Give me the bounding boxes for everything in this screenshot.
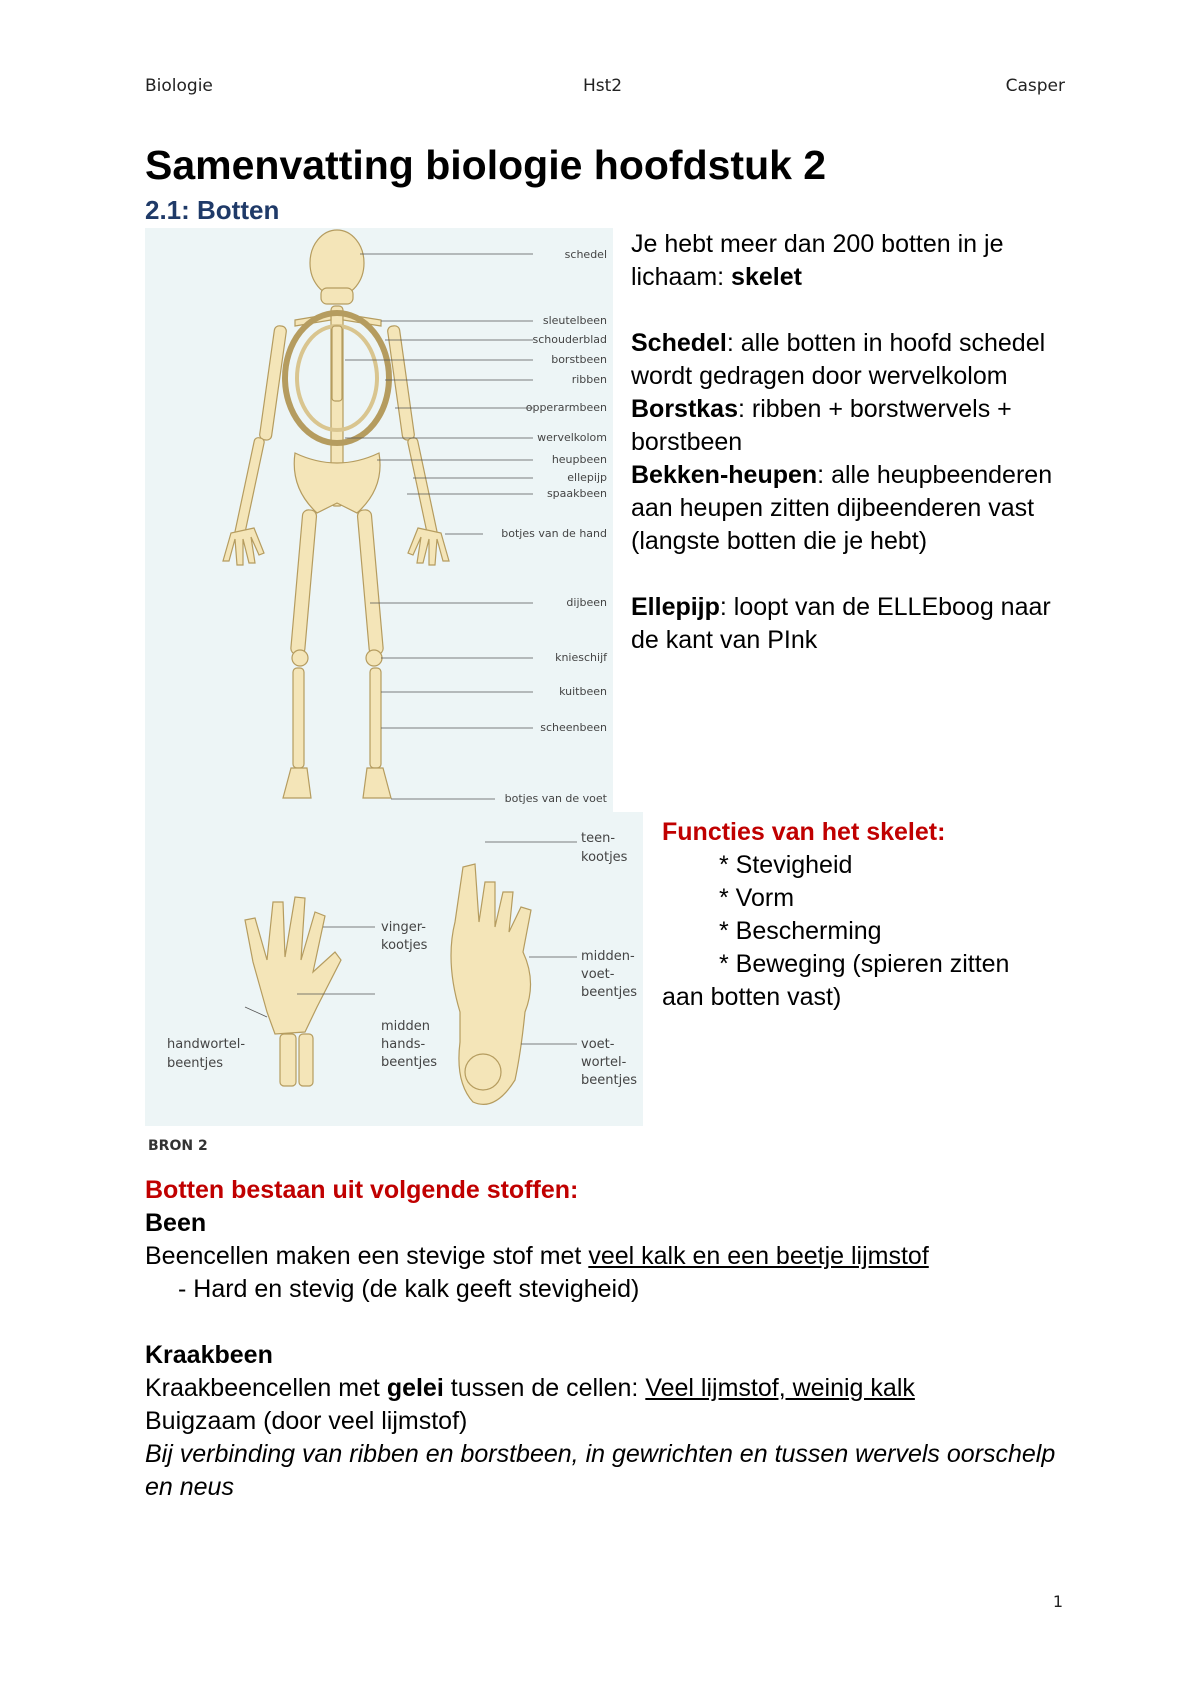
function-item: * Vorm <box>719 884 795 912</box>
source-caption: BRON 2 <box>148 1138 208 1154</box>
ellepijp-paragraph: Ellepijp: loopt van de ELLEboog naar de kant van PInk <box>631 593 1051 654</box>
label-scheenbeen: scheenbeen <box>540 721 607 734</box>
skeleton-drawing <box>145 228 613 812</box>
label-beentjes-voet: beentjes <box>581 985 637 1000</box>
label-midden-voet: midden- <box>581 949 635 964</box>
materials-heading: Botten bestaan uit volgende stoffen: <box>145 1176 579 1204</box>
functions-block <box>662 816 1082 1014</box>
been-text: Beencellen maken een stevige stof met veel kalk en een beetje lijmstof <box>145 1242 929 1270</box>
term-schedel: Schedel <box>631 329 727 357</box>
page-title: Samenvatting biologie hoofdstuk 2 <box>145 142 827 188</box>
label-kuitbeen: kuitbeen <box>559 685 607 698</box>
label-schedel: schedel <box>564 248 607 261</box>
label-beentjes-hand: beentjes <box>381 1055 437 1070</box>
term-gelei: gelei <box>386 1374 444 1402</box>
label-schouderblad: schouderblad <box>532 333 607 346</box>
label-wervelkolom: wervelkolom <box>537 431 607 444</box>
term-borstkas: Borstkas <box>631 395 738 423</box>
label-handwortel-beentjes: beentjes <box>167 1056 223 1071</box>
label-handwortel: handwortel- <box>167 1037 246 1052</box>
label-voetwortel-wortel: wortel- <box>581 1055 627 1070</box>
label-voet: voet- <box>581 967 615 982</box>
label-midden: midden <box>381 1019 431 1034</box>
term-ellepijp: Ellepijp <box>631 593 720 621</box>
label-botjes-hand: botjes van de hand <box>501 527 607 540</box>
header-center: Hst2 <box>583 76 623 96</box>
label-voetwortel-beentjes: beentjes <box>581 1073 637 1088</box>
function-item: * Beweging (spieren zitten <box>719 950 1010 978</box>
label-heupbeen: heupbeen <box>551 453 607 466</box>
term-skelet: skelet <box>731 263 802 291</box>
label-kootjes-voet: kootjes <box>581 850 628 865</box>
been-title: Been <box>145 1209 207 1237</box>
label-dijbeen: dijbeen <box>566 596 607 609</box>
header-left: Biologie <box>145 76 213 96</box>
kraakbeen-title: Kraakbeen <box>145 1341 273 1369</box>
label-kootjes-hand: kootjes <box>381 938 428 953</box>
functions-heading: Functies van het skelet: <box>662 818 946 846</box>
label-vinger: vinger- <box>381 920 426 935</box>
hand-foot-figure <box>145 812 643 1126</box>
term-bekken: Bekken-heupen <box>631 461 818 489</box>
label-botjes-voet: botjes van de voet <box>504 792 607 805</box>
section-heading: 2.1: Botten <box>145 195 280 225</box>
header-right: Casper <box>1005 76 1065 96</box>
schedel-paragraph: Schedel: alle botten in hoofd schedel wordt gedragen door wervelkolom <box>631 329 1046 390</box>
label-teen: teen- <box>581 831 616 846</box>
function-item: * Bescherming <box>719 917 882 945</box>
materials-section <box>145 1174 1085 1504</box>
label-voetwortel-voet: voet- <box>581 1037 615 1052</box>
intro-paragraph: Je hebt meer dan 200 botten in je lichaam: skelet <box>631 230 1004 291</box>
kraakbeen-text: Kraakbeencellen met gelei tussen de cellen: Veel lijmstof, weinig kalk <box>145 1374 915 1402</box>
label-sleutelbeen: sleutelbeen <box>542 314 607 327</box>
borstkas-paragraph: Borstkas: ribben + borstwervels + borstbeen <box>631 395 1012 456</box>
bekken-paragraph: Bekken-heupen: alle heupbeenderen aan heupen zitten dijbeenderen vast (langste botten die je hebt) <box>631 461 1053 555</box>
skeleton-notes <box>631 228 1071 657</box>
kraakbeen-underline: Veel lijmstof, weinig kalk <box>645 1374 915 1402</box>
skeleton-figure <box>145 228 613 812</box>
kraakbeen-line2: Buigzaam (door veel lijmstof) <box>145 1407 468 1435</box>
label-spaakbeen: spaakbeen <box>546 487 607 500</box>
been-underline: veel kalk en een beetje lijmstof <box>588 1242 929 1270</box>
label-hands: hands- <box>381 1037 426 1052</box>
label-knieschijf: knieschijf <box>555 651 607 664</box>
hand-foot-drawing <box>145 812 643 1126</box>
function-item: * Stevigheid <box>719 851 853 879</box>
label-ellepijp: ellepijp <box>567 471 607 484</box>
function-item-continuation: aan botten vast) <box>662 983 842 1011</box>
been-sub: - Hard en stevig (de kalk geeft stevigheid) <box>178 1275 640 1303</box>
page-number: 1 <box>1052 1592 1063 1611</box>
label-ribben: ribben <box>571 373 607 386</box>
label-opperarmbeen: opperarmbeen <box>525 401 607 414</box>
label-borstbeen: borstbeen <box>551 353 607 366</box>
kraakbeen-italic: Bij verbinding van ribben en borstbeen, in gewrichten en tussen wervels oorschelp en neus <box>145 1440 1056 1501</box>
